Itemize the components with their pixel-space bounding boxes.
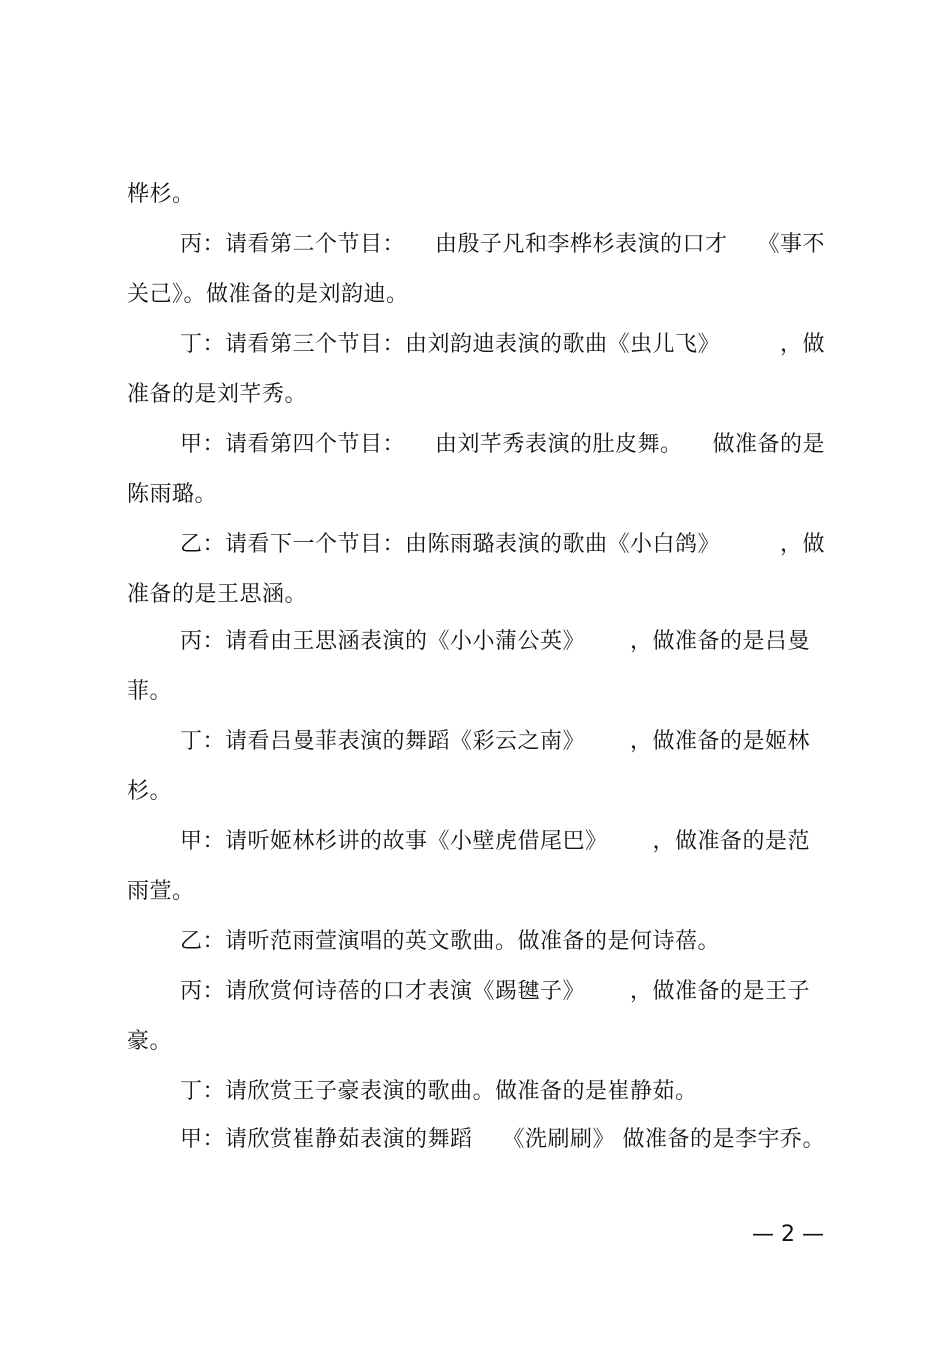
text-line: 豪。 [127,1029,173,1054]
text-line: 丙：请看第二个节目： 由殷子凡和李桦杉表演的口才 《事不 [180,232,825,257]
text-line: 甲：请看第四个节目： 由刘芊秀表演的肚皮舞。 做准备的是 [180,432,825,457]
text-line: 丁：请看吕曼菲表演的舞蹈《彩云之南》 ，做准备的是姬林 [180,729,810,754]
text-line: 准备的是王思涵。 [127,582,308,607]
page-number: — 2 — [752,1222,824,1247]
text-line: 菲。 [127,679,173,704]
text-line: 杉。 [127,779,173,804]
text-line: 桦杉。 [127,182,195,207]
text-line: 丙：请看由王思涵表演的《小小蒲公英》 ，做准备的是吕曼 [180,629,810,654]
text-line: 准备的是刘芊秀。 [127,382,308,407]
text-line: 丁：请欣赏王子豪表演的歌曲。做准备的是崔静茹。 [180,1079,698,1104]
text-line: 雨萱。 [127,879,195,904]
text-line: 陈雨璐。 [127,482,218,507]
text-line: 关己》。做准备的是刘韵迪。 [127,282,409,307]
text-line: 乙：请听范雨萱演唱的英文歌曲。做准备的是何诗蓓。 [180,929,721,954]
text-line: 甲：请听姬林杉讲的故事《小壁虎借尾巴》 ，做准备的是范 [180,829,810,854]
text-line: 甲：请欣赏崔静茹表演的舞蹈 《洗刷刷》 做准备的是李宇乔。 [180,1127,825,1152]
text-line: 丁：请看第三个节目：由刘韵迪表演的歌曲《虫儿飞》 ，做 [180,332,825,357]
text-line: 乙：请看下一个节目：由陈雨璐表演的歌曲《小白鸽》 ，做 [180,532,825,557]
text-line: 丙：请欣赏何诗蓓的口才表演《踢毽子》 ，做准备的是王子 [180,979,810,1004]
